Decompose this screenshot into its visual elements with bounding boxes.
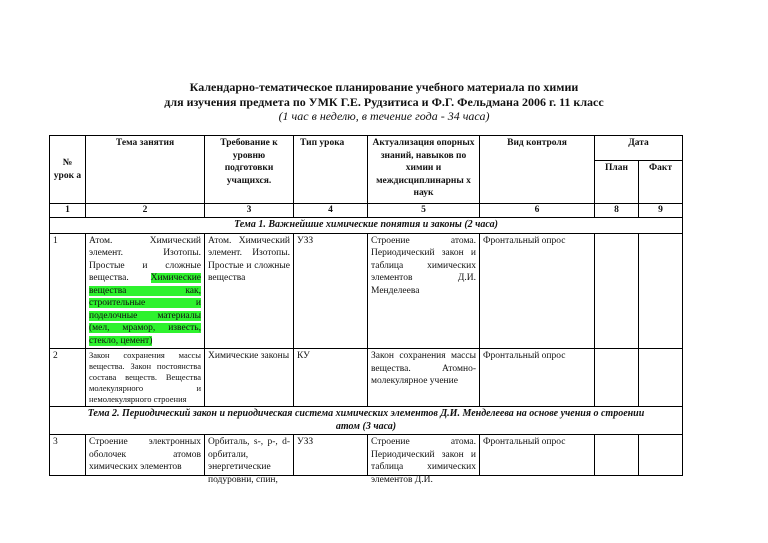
header-lesson-number: № урок а xyxy=(50,136,86,204)
column-number: 1 xyxy=(50,204,86,218)
column-number: 8 xyxy=(595,204,639,218)
date-fact-cell xyxy=(639,435,683,476)
document-note: (1 час в неделю, в течение года - 34 часа) xyxy=(278,109,490,123)
lesson-control: Фронтальный опрос xyxy=(480,349,595,407)
column-number: 3 xyxy=(205,204,294,218)
lesson-topic xyxy=(86,233,205,349)
header-date: Дата xyxy=(595,136,683,161)
lesson-type: КУ xyxy=(294,349,368,407)
header-lesson-type: Тип урока xyxy=(294,136,368,204)
lesson-actualization-text: Строение атома. Периодический закон и таблица химических элементов Д.И. xyxy=(371,437,476,485)
date-plan-cell xyxy=(595,233,639,349)
lesson-requirements-text: Орбиталь, s-, p-, d-орбитали, энергетические подуровни, спин, xyxy=(208,437,290,485)
document-subtitle: для изучения предмета по УМК Г.Е. Рудзитиса и Ф.Г. Фельдмана 2006 г. 11 класс xyxy=(164,95,604,109)
planning-table xyxy=(49,135,683,485)
lesson-control: Фронтальный опрос xyxy=(480,233,595,349)
table-row xyxy=(50,435,683,476)
header-plan: План xyxy=(595,161,639,204)
column-number: 6 xyxy=(480,204,595,218)
lesson-type: УЗЗ xyxy=(294,435,368,476)
header-requirements: Требование к уровню подготовки учащихся. xyxy=(205,136,294,204)
column-number: 9 xyxy=(639,204,683,218)
lesson-requirements xyxy=(205,435,294,485)
lesson-number: 3 xyxy=(50,435,86,476)
column-number: 2 xyxy=(86,204,205,218)
header-topic: Тема занятия xyxy=(86,136,205,204)
lesson-control: Фронтальный опрос xyxy=(480,435,595,476)
section-heading-line: атом (3 часа) xyxy=(335,420,397,432)
date-fact-cell xyxy=(639,233,683,349)
lesson-number: 1 xyxy=(50,233,86,349)
lesson-requirements: Атом. Химический элемент. Изотопы. Простые и сложные вещества xyxy=(205,233,294,349)
column-number: 5 xyxy=(368,204,480,218)
lesson-requirements: Химические законы xyxy=(205,349,294,407)
lesson-actualization: Закон сохранения массы вещества. Атомно-молекулярное учение xyxy=(368,349,480,407)
header-fact: Факт xyxy=(639,161,683,204)
lesson-topic: Закон сохранения массы вещества. Закон постоянства состава веществ. Вещества молекулярного и немолекулярного строения xyxy=(86,349,205,407)
table-row xyxy=(50,233,683,349)
section-heading-topic-2 xyxy=(50,407,683,435)
column-number: 4 xyxy=(294,204,368,218)
table-row xyxy=(50,349,683,407)
lesson-topic-text: Атом. Химический элемент. Изотопы. Простые и сложные вещества. xyxy=(89,235,201,283)
lesson-actualization: Строение атома. Периодический закон и таблица химических элементов Д.И. Менделеева xyxy=(368,233,480,349)
section-heading-topic-1: Тема 1. Важнейшие химические понятия и законы (2 часа) xyxy=(50,218,683,234)
lesson-type: УЗЗ xyxy=(294,233,368,349)
date-plan-cell xyxy=(595,349,639,407)
date-plan-cell xyxy=(595,435,639,476)
header-actualization: Актуализация опорных знаний, навыков по химии и междисциплинарны х наук xyxy=(368,136,480,204)
lesson-topic: Строение электронных оболочек атомов химических элементов xyxy=(86,435,205,476)
lesson-topic-highlight: Химические вещества как, строительные и поделочные материалы (мел, мрамор, известь, стекло, цемент) xyxy=(89,273,201,346)
lesson-actualization xyxy=(368,435,480,485)
date-fact-cell xyxy=(639,349,683,407)
header-control: Вид контроля xyxy=(480,136,595,204)
document-title: Календарно-тематическое планирование учебного материала по химии xyxy=(189,80,579,94)
section-heading-line: Тема 2. Периодический закон и периодическая система химических элементов Д.И. Менделеева на основе учения о строении xyxy=(87,408,645,419)
lesson-number: 2 xyxy=(50,349,86,407)
